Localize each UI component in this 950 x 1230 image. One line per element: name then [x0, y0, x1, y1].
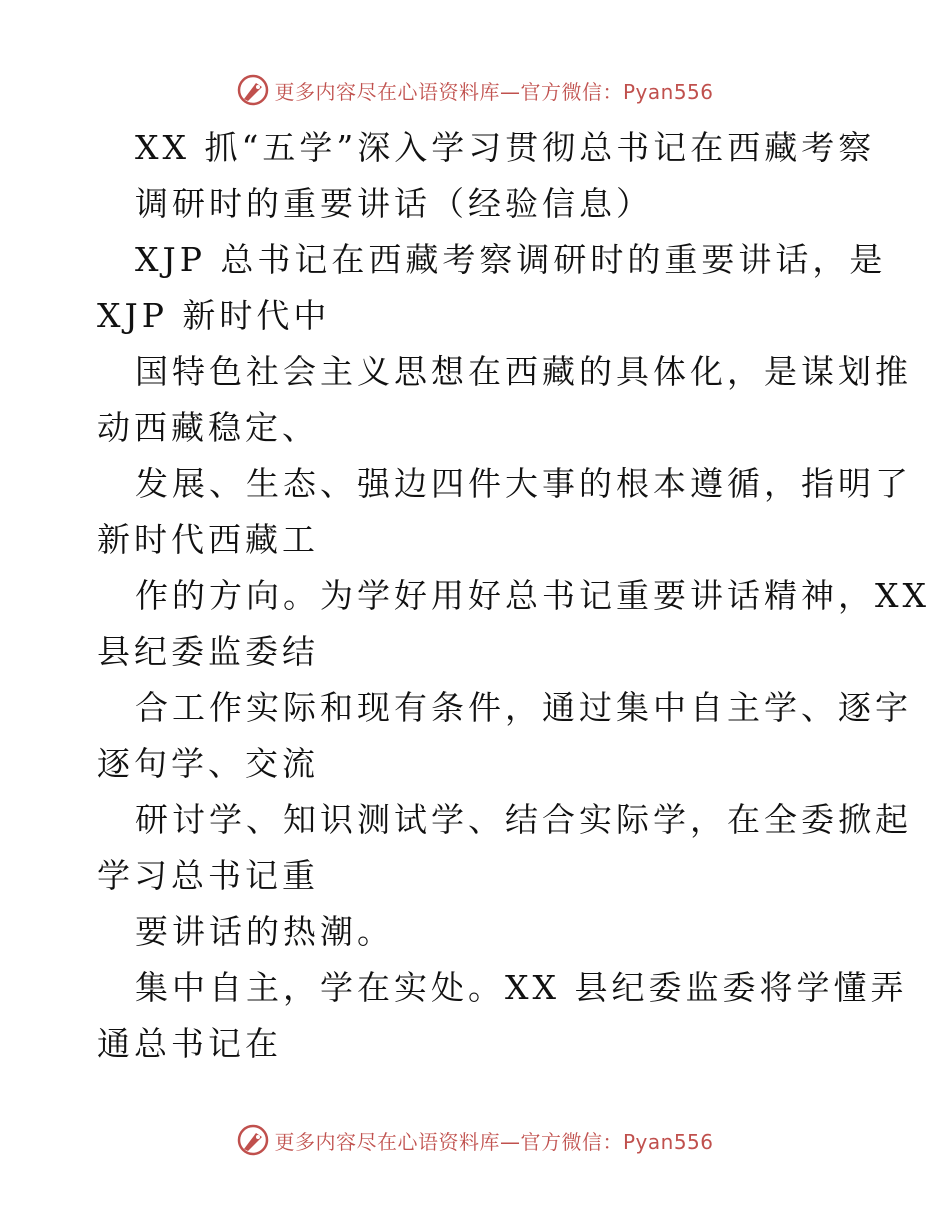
text-line: 作的方向。为学好用好总书记重要讲话精神，XX [135, 576, 930, 615]
text-line: XJP 总书记在西藏考察调研时的重要讲话，是 [135, 240, 887, 279]
text-line: 动西藏稳定、 [97, 408, 319, 447]
text-line: 研讨学、知识测试学、结合实际学，在全委掀起 [135, 800, 912, 839]
text-line: 集中自主，学在实处。XX 县纪委监委将学懂弄 [135, 968, 908, 1007]
header-watermark [0, 70, 950, 110]
text-line: 县纪委监委结 [97, 632, 319, 671]
text-line: 要讲话的热潮。 [135, 912, 394, 951]
watermark-text: 更多内容尽在心语资料库—官方微信：Pyan556 [274, 79, 714, 104]
footer-watermark [0, 1120, 950, 1160]
text-line: 新时代西藏工 [97, 520, 319, 559]
text-line: 学习总书记重 [97, 856, 319, 895]
text-line: XX 抓“五学”深入学习贯彻总书记在西藏考察 [135, 128, 876, 167]
pen-nib-circle-icon [236, 1123, 270, 1157]
document-body [97, 120, 930, 1072]
watermark-id: Pyan556 [622, 1129, 714, 1154]
text-line: 逐句学、交流 [97, 744, 319, 783]
text-line: XJP 新时代中 [97, 296, 331, 335]
text-line: 合工作实际和现有条件，通过集中自主学、逐字 [135, 688, 912, 727]
watermark-id: Pyan556 [622, 79, 714, 104]
text-line: 调研时的重要讲话（经验信息） [135, 184, 653, 223]
text-line: 国特色社会主义思想在西藏的具体化，是谋划推 [135, 352, 912, 391]
pen-nib-circle-icon [236, 73, 270, 107]
text-line: 通总书记在 [97, 1024, 282, 1063]
watermark-text: 更多内容尽在心语资料库—官方微信：Pyan556 [274, 1129, 714, 1154]
text-line: 发展、生态、强边四件大事的根本遵循，指明了 [135, 464, 912, 503]
